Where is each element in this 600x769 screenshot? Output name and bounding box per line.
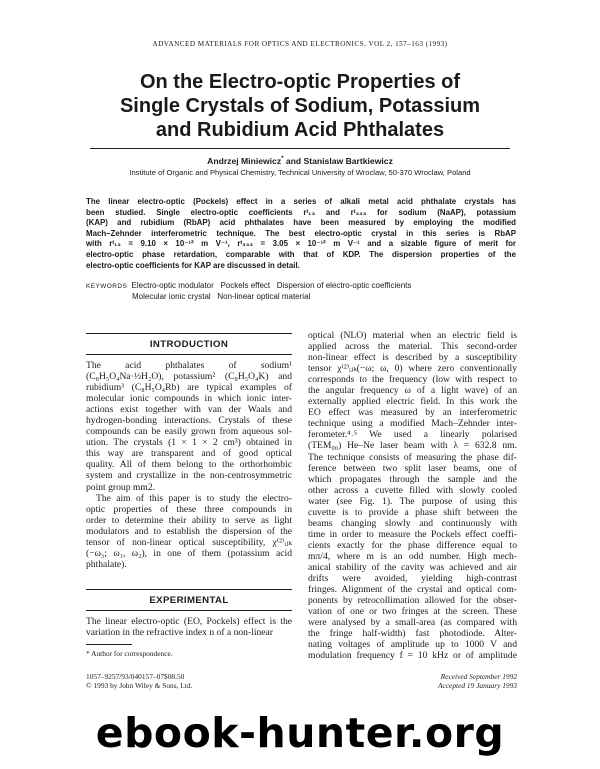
journal-header: ADVANCED MATERIALS FOR OPTICS AND ELECTRONICS, VOL 2, 157–163 (1993) [152,40,448,48]
affiliation: Institute of Organic and Physical Chemistry, Technical University of Wroclaw, 50-370 Wroclaw, Poland [129,168,471,177]
copyright: © 1993 by John Wiley & Sons, Ltd. [86,681,193,691]
keywords-line-2: Molecular ionic crystal Non-linear optical material [132,292,311,302]
text-line: optical (NLO) material when an electric field is [308,330,517,341]
author-1: Andrzej Miniewicz [207,156,282,166]
section-heading-introduction: INTRODUCTION [86,330,292,360]
section-heading-experimental: EXPERIMENTAL [86,586,292,616]
text-line: ferometer.⁴˒⁵ We used a linearly polarised [308,429,517,441]
text-line: anical stability of the cavity was achieved and air [308,561,517,573]
text-line: ution. The crystals (1 × 1 × 2 cm³) obtained in [86,437,292,449]
text-line: variation in the refractive index n of a non-linear [86,626,273,638]
text-line: molecular ionic compounds in which ionic inter- [86,393,292,405]
text-line: nating voltages of amplitude up to 1000 V and [308,639,517,651]
authors [0,156,600,166]
text-line: the fringe half-width) fast photodiode. Alter- [308,628,517,640]
footnote-rule [86,644,132,645]
text-line: which propagates through the sample and the [308,473,517,485]
title-line: Single Crystals of Sodium, Potassium [119,95,481,117]
text-line: mπ/4, where m is an odd number. High mech- [308,550,517,562]
abstract-line: been studied. Single electro-optic coefficients rᵗ₁₃ and rᵗ₃₃₃ for sodium (NaAP), potassium [86,207,516,217]
keywords-label: KEYWORDS [86,283,128,290]
text-line: EO effect was measured by an interferometric [308,407,517,419]
right-column [308,330,517,661]
abstract-line: (KAP) and rubidium (RbAP) acid phthalates have been measured by employing the modified [86,218,516,228]
text-line: time in order to measure the Pockels effect coeffi- [308,528,517,540]
correspondence-mark: * [281,156,284,163]
text-line: corresponds to the frequency (low with respect to [308,374,517,386]
text-line: (TEM₀₀) He–Ne laser beam with λ = 632.8 nm. [308,440,517,452]
text-line: non-linear effect is described by a susceptibility [308,352,517,364]
text-line: compounds can be easily grown from aqueous sol- [86,426,292,438]
intro-paragraph-2 [86,493,292,570]
text-line: this way are transparent and of good optical [86,448,292,460]
text-line: tensor χ⁽²⁾ᵢⱼₖ(−ω; ω, 0) where zero conventionally [308,363,517,375]
text-line: The technique consists of measuring the phase dif- [308,451,517,463]
intro-paragraph-1 [86,360,292,493]
title-rule [90,148,510,149]
title-line: and Rubidium Acid Phthalates [155,119,445,141]
text-line: modulation frequency f = 10 kHz or of amplitude [308,650,517,662]
watermark: ebook-hunter.org [95,709,505,757]
text-line: point group mm2. [86,481,156,493]
text-line: phthalate). [86,558,127,570]
text-line: other across a cuvette filled with slowly cooled [308,484,517,496]
text-line: The aim of this paper is to study the electro- [96,492,292,504]
abstract-line: electro-optic coefficients for KAP are discussed in detail. [86,260,300,270]
experimental-paragraph [86,616,292,638]
text-line: fringes. Alignment of the crystal and optical com- [308,584,517,596]
text-line: cuvette is to provide a phase shift between the [308,506,517,518]
keywords [86,281,526,302]
abstract-line: with rᵗ₁₃ = 9.10 × 10⁻¹² m V⁻¹, rᵗ₃₃₃ = 3.05 × 10⁻¹² m V⁻¹ and a sizable figure of merit for [86,239,516,249]
footnote: * Author for correspondence. [86,648,173,658]
text-line: ference between two split laser beams, one of [308,462,517,474]
keywords-line-1: Electro-optic modulator Pockels effect Dispersion of electro-optic coefficients [131,281,412,290]
accepted-date: Accepted 19 January 1993 [437,681,517,691]
abstract-line: electro-optic phase retardation, comparable with that of KDP. The dispersion properties of the [86,249,516,259]
text-line: The linear electro-optic (EO, Pockels) effect is the [86,615,292,627]
text-line: order to determine their ability to serve as light [86,514,292,526]
text-line: quality. All of them belong to the orthorhombic [86,459,292,471]
author-connector: and [283,156,304,166]
text-line: rubidium³ (C₈H₅O₄Rb) are typical examples of [86,382,292,394]
text-line: technique using a modified Mach–Zehnder inter- [308,418,517,430]
text-line: actions exist together with van der Waals and [86,404,292,416]
author-2: Stanislaw Bartkiewicz [303,156,393,166]
text-line: beams changing slowly and continuously with [308,517,517,529]
abstract-line: Mach–Zehnder interferometric technique. The best electro-optic crystal in this series is RbAP [86,228,516,238]
dates [380,672,517,690]
text-line: vation of one or two fringes at the screen. These [308,606,517,618]
text-line: tensor of non-linear optical susceptibility, χ⁽²⁾ᵢⱼₖ [86,536,292,548]
abstract [86,197,516,271]
left-column [86,330,292,658]
text-line: hydrogen-bonding interactions. Crystals of these [86,415,292,427]
publication-info [86,672,192,690]
text-line: optic properties of these three compounds in [86,503,292,515]
text-line: the angular frequency ω of a light wave) of an [308,385,517,397]
text-line: drifts were avoided, yielding high-contrast [308,573,517,585]
text-line: externally applied electric field. In this work the [308,396,517,408]
received-date: Received September 1992 [440,672,517,681]
text-line: water (see Fig. 1). The purpose of using this [308,495,517,507]
text-line: cients exactly for the phase difference equal to [308,539,517,551]
text-line: applied across the material. This second-order [308,341,517,353]
text-line: ponents by retrocollimation allowed for the obser- [308,595,517,607]
text-line: modulators and to establish the dispersion of the [86,525,292,537]
text-line: (C₈H₅O₄Na·½H₂O), potassium² (C₈H₅O₄K) and [86,371,292,383]
text-line: The acid phthalates of sodium¹ [86,360,292,371]
paper-title [60,70,540,142]
title-line: On the Electro-optic Properties of [139,71,461,93]
text-line: system and crystallize in the non-centrosymmetric [86,470,292,482]
text-line: (−ω₃; ω₁, ω₂), in one of them (potassium acid [86,547,292,559]
text-line: were analysed by a small-area (as compared with [308,617,517,629]
article-code: 1057–9257/93/040157–07$08.50 [86,672,185,681]
abstract-line: The linear electro-optic (Pockels) effect in a series of alkali metal acid phthalate crystals has [86,197,516,206]
